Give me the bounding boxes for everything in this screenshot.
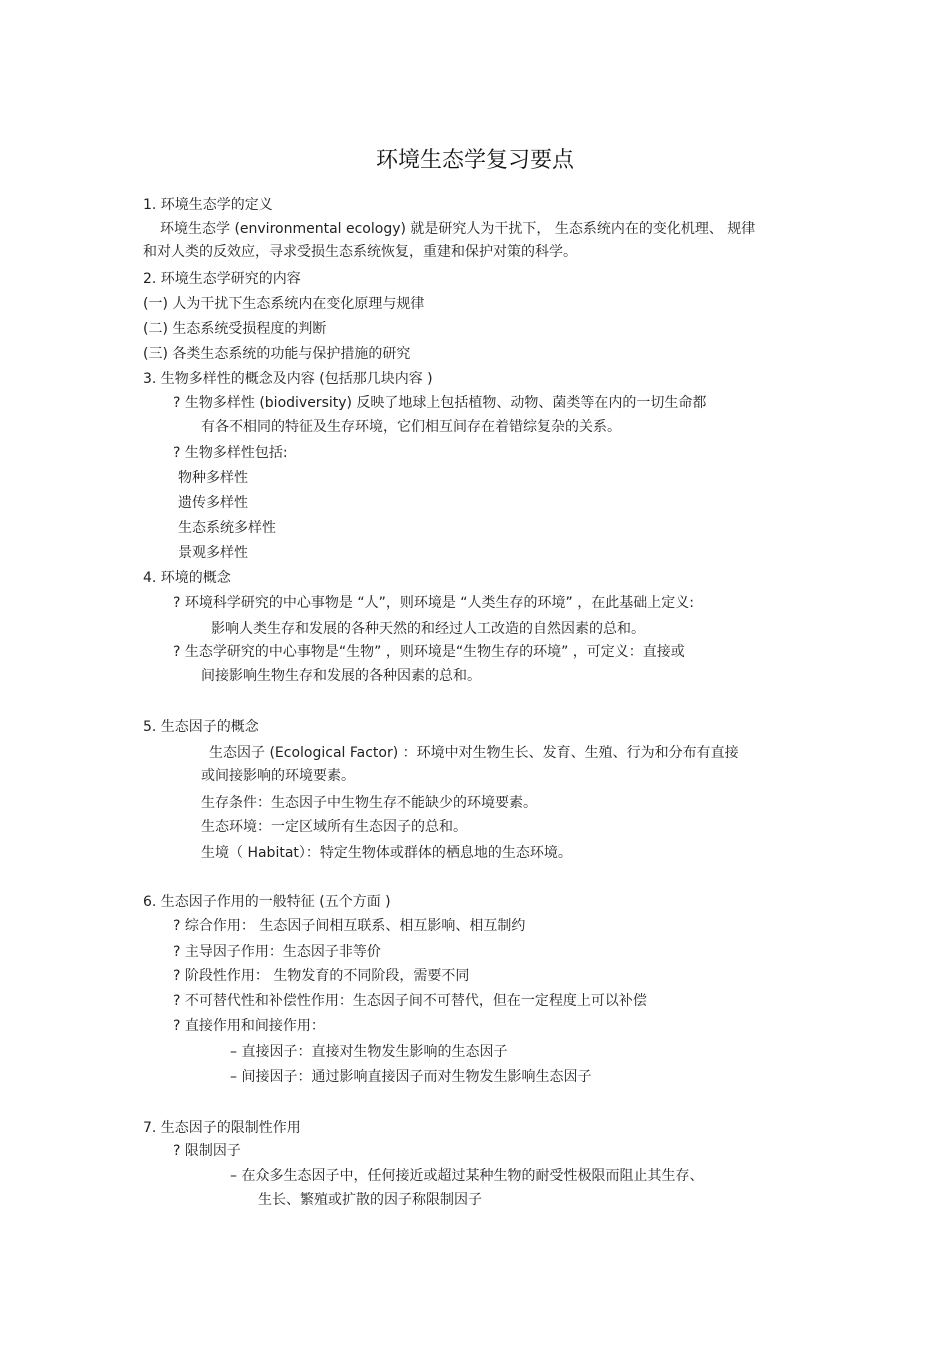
list-item: 生态系统多样性 bbox=[178, 520, 276, 536]
text-line: 生态环境：一定区域所有生态因子的总和。 bbox=[201, 819, 467, 835]
text-line: 间接影响生物生存和发展的各种因素的总和。 bbox=[201, 668, 481, 684]
bullet-item: ? 生物多样性 (biodiversity) 反映了地球上包括植物、动物、菌类等在内的一切生命都 bbox=[173, 395, 707, 411]
heading-5: 5. 生态因子的概念 bbox=[143, 719, 259, 735]
document-title: 环境生态学复习要点 bbox=[375, 148, 574, 173]
text-line: 或间接影响的环境要素。 bbox=[201, 768, 355, 784]
text-line: 生态因子 (Ecological Factor) ：环境中对生物生长、发育、生殖、行为和分布有直接 bbox=[209, 745, 739, 761]
heading-6: 6. 生态因子作用的一般特征 (五个方面 ) bbox=[143, 894, 391, 910]
bullet-item: ? 直接作用和间接作用： bbox=[173, 1018, 325, 1034]
list-item: 物种多样性 bbox=[178, 470, 248, 486]
bullet-item: ? 限制因子 bbox=[173, 1143, 241, 1159]
bullet-item: ? 生物多样性包括: bbox=[173, 445, 288, 461]
bullet-item: ? 不可替代性和补偿性作用：生态因子间不可替代，但在一定程度上可以补偿 bbox=[173, 993, 647, 1009]
list-item: (一) 人为干扰下生态系统内在变化原理与规律 bbox=[143, 296, 425, 312]
list-item: 遗传多样性 bbox=[178, 495, 248, 511]
heading-1: 1. 环境生态学的定义 bbox=[143, 197, 273, 213]
bullet-item: ? 主导因子作用：生态因子非等价 bbox=[173, 944, 381, 960]
text-line: 生境（ Habitat）：特定生物体或群体的栖息地的生态环境。 bbox=[201, 845, 572, 861]
dash-item: – 间接因子：通过影响直接因子而对生物发生影响生态因子 bbox=[230, 1069, 592, 1085]
list-item: (三) 各类生态系统的功能与保护措施的研究 bbox=[143, 346, 411, 362]
dash-item: – 在众多生态因子中，任何接近或超过某种生物的耐受性极限而阻止其生存、 bbox=[230, 1168, 704, 1184]
bullet-item: ? 环境科学研究的中心事物是 “人”，则环境是 “人类生存的环境” ，在此基础上定义: bbox=[173, 595, 694, 611]
bullet-item: ? 阶段性作用： 生物发育的不同阶段，需要不同 bbox=[173, 968, 470, 984]
heading-3: 3. 生物多样性的概念及内容 (包括那几块内容 ) bbox=[143, 371, 433, 387]
heading-4: 4. 环境的概念 bbox=[143, 570, 231, 586]
text-line: 影响人类生存和发展的各种天然的和经过人工改造的自然因素的总和。 bbox=[211, 621, 645, 637]
text-line: 有各不相同的特征及生存环境，它们相互间存在着错综复杂的关系。 bbox=[201, 419, 621, 435]
bullet-item: ? 综合作用： 生态因子间相互联系、相互影响、相互制约 bbox=[173, 918, 526, 934]
text-line: 环境生态学 (environmental ecology) 就是研究人为干扰下， 生态系统内在的变化机理、 规律 bbox=[160, 221, 756, 237]
heading-2: 2. 环境生态学研究的内容 bbox=[143, 271, 301, 287]
text-line: 生存条件：生态因子中生物生存不能缺少的环境要素。 bbox=[201, 795, 537, 811]
heading-7: 7. 生态因子的限制性作用 bbox=[143, 1120, 301, 1136]
dash-item: – 直接因子：直接对生物发生影响的生态因子 bbox=[230, 1044, 508, 1060]
text-line: 生长、繁殖或扩散的因子称限制因子 bbox=[258, 1192, 482, 1208]
bullet-item: ? 生态学研究的中心事物是“生物” ，则环境是“生物生存的环境” ，可定义：直接或 bbox=[173, 644, 685, 660]
list-item: (二) 生态系统受损程度的判断 bbox=[143, 321, 327, 337]
text-line: 和对人类的反效应，寻求受损生态系统恢复，重建和保护对策的科学。 bbox=[143, 244, 577, 260]
list-item: 景观多样性 bbox=[178, 545, 248, 561]
